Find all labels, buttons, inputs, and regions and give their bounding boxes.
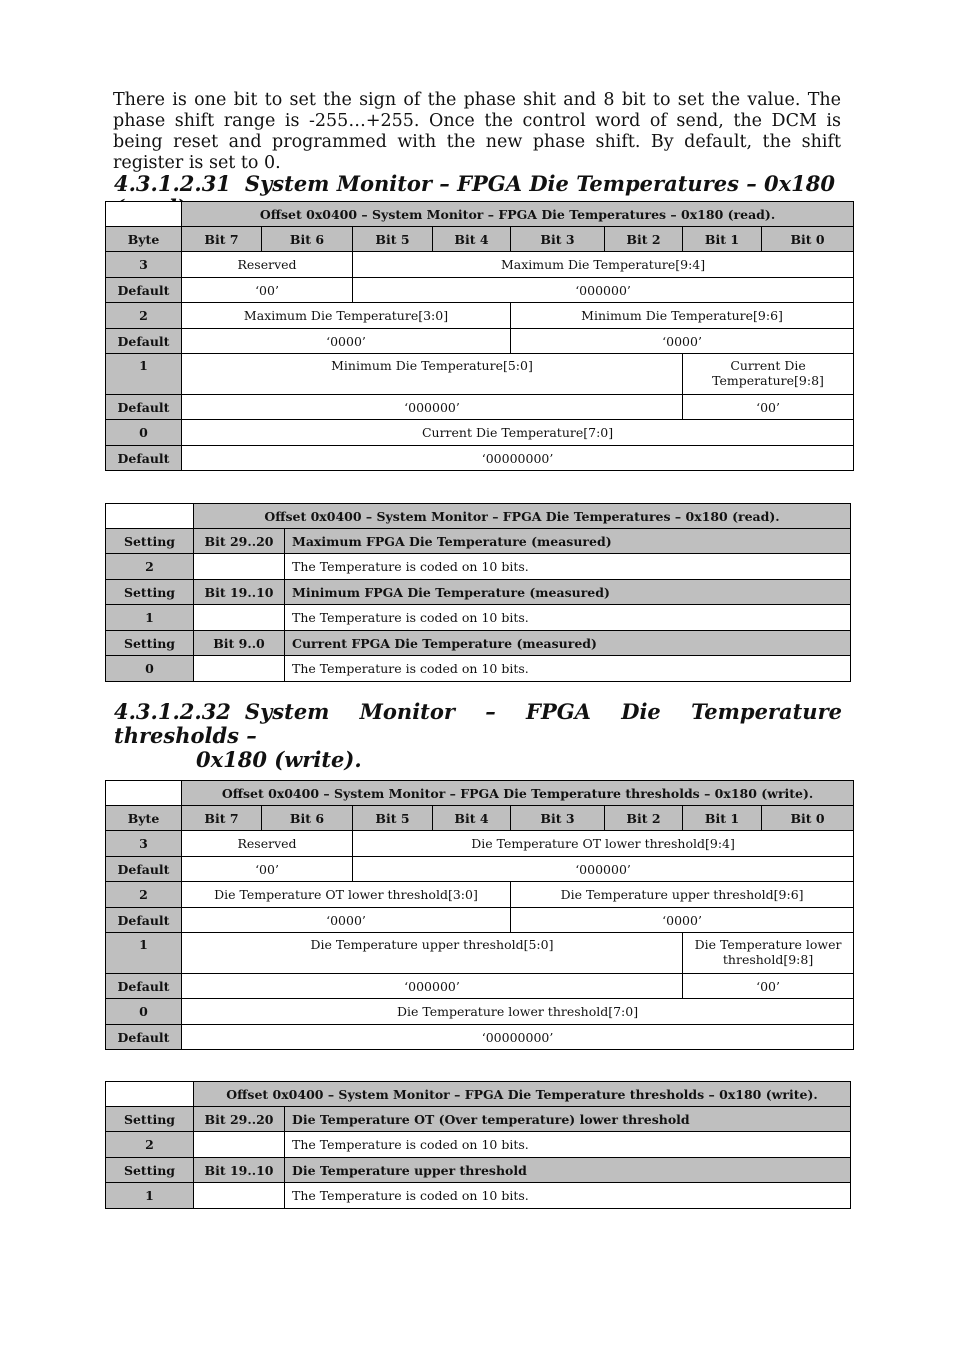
default-label: Default bbox=[106, 395, 182, 420]
default-value: ‘000000’ bbox=[182, 974, 683, 999]
bit-range: Bit 29..20 bbox=[194, 529, 285, 554]
field-cell: Die Temperature upper threshold[9:6] bbox=[511, 882, 854, 908]
empty-cell bbox=[194, 656, 285, 682]
default-label: Default bbox=[106, 974, 182, 999]
field-description: The Temperature is coded on 10 bits. bbox=[285, 1183, 851, 1209]
column-header: Bit 1 bbox=[683, 227, 762, 252]
field-description: The Temperature is coded on 10 bits. bbox=[285, 605, 851, 631]
byte-label: 3 bbox=[106, 831, 182, 857]
column-header: Bit 1 bbox=[683, 806, 762, 831]
field-name: Die Temperature upper threshold bbox=[285, 1158, 851, 1183]
field-cell: Die Temperature upper threshold[5:0] bbox=[182, 933, 683, 974]
default-label: Default bbox=[106, 908, 182, 933]
field-cell: Minimum Die Temperature[9:6] bbox=[511, 303, 854, 329]
field-description: The Temperature is coded on 10 bits. bbox=[285, 656, 851, 682]
corner-cell bbox=[106, 202, 182, 227]
setting-label: Setting bbox=[106, 631, 194, 656]
field-cell: Die Temperature lower threshold[7:0] bbox=[182, 999, 854, 1025]
default-value: ‘00000000’ bbox=[182, 446, 854, 471]
empty-cell bbox=[194, 554, 285, 580]
default-label: Default bbox=[106, 1025, 182, 1050]
default-value: ‘00’ bbox=[683, 974, 854, 999]
column-header: Bit 0 bbox=[762, 227, 854, 252]
column-header: Bit 4 bbox=[433, 227, 511, 252]
default-value: ‘000000’ bbox=[353, 278, 854, 303]
default-value: ‘0000’ bbox=[182, 908, 511, 933]
corner-cell bbox=[106, 1082, 194, 1107]
byte-label: 2 bbox=[106, 303, 182, 329]
section-number: 4.3.1.2.32 bbox=[114, 699, 231, 724]
byte-label: 2 bbox=[106, 882, 182, 908]
intro-paragraph: There is one bit to set the sign of the phase shit and 8 bit to set the value. The phase shift range is -255…+255. Once the control word of send, the DCM is being reset and programmed with the new phase shift. By default, the shift register is set to 0. bbox=[113, 90, 841, 173]
corner-cell bbox=[106, 781, 182, 806]
field-cell: Die Temperature OT lower threshold[9:4] bbox=[353, 831, 854, 857]
bit-range: Bit 29..20 bbox=[194, 1107, 285, 1132]
setting-label: Setting bbox=[106, 580, 194, 605]
table-header: Offset 0x0400 – System Monitor – FPGA Die Temperature thresholds – 0x180 (write). bbox=[182, 781, 854, 806]
default-label: Default bbox=[106, 278, 182, 303]
field-name: Maximum FPGA Die Temperature (measured) bbox=[285, 529, 851, 554]
default-value: ‘000000’ bbox=[182, 395, 683, 420]
column-header: Bit 0 bbox=[762, 806, 854, 831]
field-cell: Maximum Die Temperature[9:4] bbox=[353, 252, 854, 278]
default-value: ‘000000’ bbox=[353, 857, 854, 882]
empty-cell bbox=[194, 605, 285, 631]
column-header: Bit 2 bbox=[605, 227, 683, 252]
field-cell: Reserved bbox=[182, 831, 353, 857]
column-header: Bit 7 bbox=[182, 227, 262, 252]
field-cell: Current Die Temperature[7:0] bbox=[182, 420, 854, 446]
column-header: Bit 5 bbox=[353, 227, 433, 252]
register-bit-table-read bbox=[105, 201, 854, 471]
setting-label: Setting bbox=[106, 529, 194, 554]
column-header: Bit 4 bbox=[433, 806, 511, 831]
default-label: Default bbox=[106, 857, 182, 882]
field-name: Minimum FPGA Die Temperature (measured) bbox=[285, 580, 851, 605]
section-title: System Monitor – FPGA Die Temperatures – 0x180 bbox=[244, 171, 836, 196]
register-bit-table-write bbox=[105, 780, 854, 1050]
field-cell: Minimum Die Temperature[5:0] bbox=[182, 354, 683, 395]
column-header: Bit 6 bbox=[262, 227, 353, 252]
setting-value: 2 bbox=[106, 554, 194, 580]
default-value: ‘00’ bbox=[182, 278, 353, 303]
setting-value: 0 bbox=[106, 656, 194, 682]
empty-cell bbox=[194, 1132, 285, 1158]
default-value: ‘00’ bbox=[182, 857, 353, 882]
field-cell: Reserved bbox=[182, 252, 353, 278]
default-label: Default bbox=[106, 446, 182, 471]
default-value: ‘00’ bbox=[683, 395, 854, 420]
setting-label: Setting bbox=[106, 1158, 194, 1183]
register-setting-table-read bbox=[105, 503, 851, 682]
section-number: 4.3.1.2.31 bbox=[114, 171, 231, 196]
table-header: Offset 0x0400 – System Monitor – FPGA Die Temperatures – 0x180 (read). bbox=[182, 202, 854, 227]
field-cell: Die Temperature lower threshold[9:8] bbox=[683, 933, 854, 974]
field-cell: Current Die Temperature[9:8] bbox=[683, 354, 854, 395]
default-value: ‘00000000’ bbox=[182, 1025, 854, 1050]
column-header: Bit 3 bbox=[511, 227, 605, 252]
byte-label: 1 bbox=[106, 354, 182, 395]
byte-label: 3 bbox=[106, 252, 182, 278]
field-name: Die Temperature OT (Over temperature) lower threshold bbox=[285, 1107, 851, 1132]
byte-label: 1 bbox=[106, 933, 182, 974]
section-title-line2: 0x180 (write). bbox=[196, 747, 362, 772]
column-header: Byte bbox=[106, 806, 182, 831]
default-label: Default bbox=[106, 329, 182, 354]
column-header: Bit 5 bbox=[353, 806, 433, 831]
field-name: Current FPGA Die Temperature (measured) bbox=[285, 631, 851, 656]
register-setting-table-write bbox=[105, 1081, 851, 1209]
default-value: ‘0000’ bbox=[511, 329, 854, 354]
column-header: Bit 2 bbox=[605, 806, 683, 831]
empty-cell bbox=[194, 1183, 285, 1209]
table-header: Offset 0x0400 – System Monitor – FPGA Die Temperatures – 0x180 (read). bbox=[194, 504, 851, 529]
bit-range: Bit 19..10 bbox=[194, 580, 285, 605]
section-heading-die-temperature-thresholds bbox=[114, 700, 842, 772]
field-description: The Temperature is coded on 10 bits. bbox=[285, 1132, 851, 1158]
default-value: ‘0000’ bbox=[511, 908, 854, 933]
byte-label: 0 bbox=[106, 999, 182, 1025]
column-header: Byte bbox=[106, 227, 182, 252]
bit-range: Bit 19..10 bbox=[194, 1158, 285, 1183]
setting-value: 1 bbox=[106, 1183, 194, 1209]
section-title-line1: System Monitor – FPGA Die Temperature thresholds – bbox=[114, 699, 842, 748]
field-cell: Maximum Die Temperature[3:0] bbox=[182, 303, 511, 329]
setting-value: 1 bbox=[106, 605, 194, 631]
byte-label: 0 bbox=[106, 420, 182, 446]
bit-range: Bit 9..0 bbox=[194, 631, 285, 656]
setting-value: 2 bbox=[106, 1132, 194, 1158]
column-header: Bit 3 bbox=[511, 806, 605, 831]
table-header: Offset 0x0400 – System Monitor – FPGA Die Temperature thresholds – 0x180 (write). bbox=[194, 1082, 851, 1107]
column-header: Bit 7 bbox=[182, 806, 262, 831]
setting-label: Setting bbox=[106, 1107, 194, 1132]
column-header: Bit 6 bbox=[262, 806, 353, 831]
corner-cell bbox=[106, 504, 194, 529]
default-value: ‘0000’ bbox=[182, 329, 511, 354]
field-cell: Die Temperature OT lower threshold[3:0] bbox=[182, 882, 511, 908]
field-description: The Temperature is coded on 10 bits. bbox=[285, 554, 851, 580]
